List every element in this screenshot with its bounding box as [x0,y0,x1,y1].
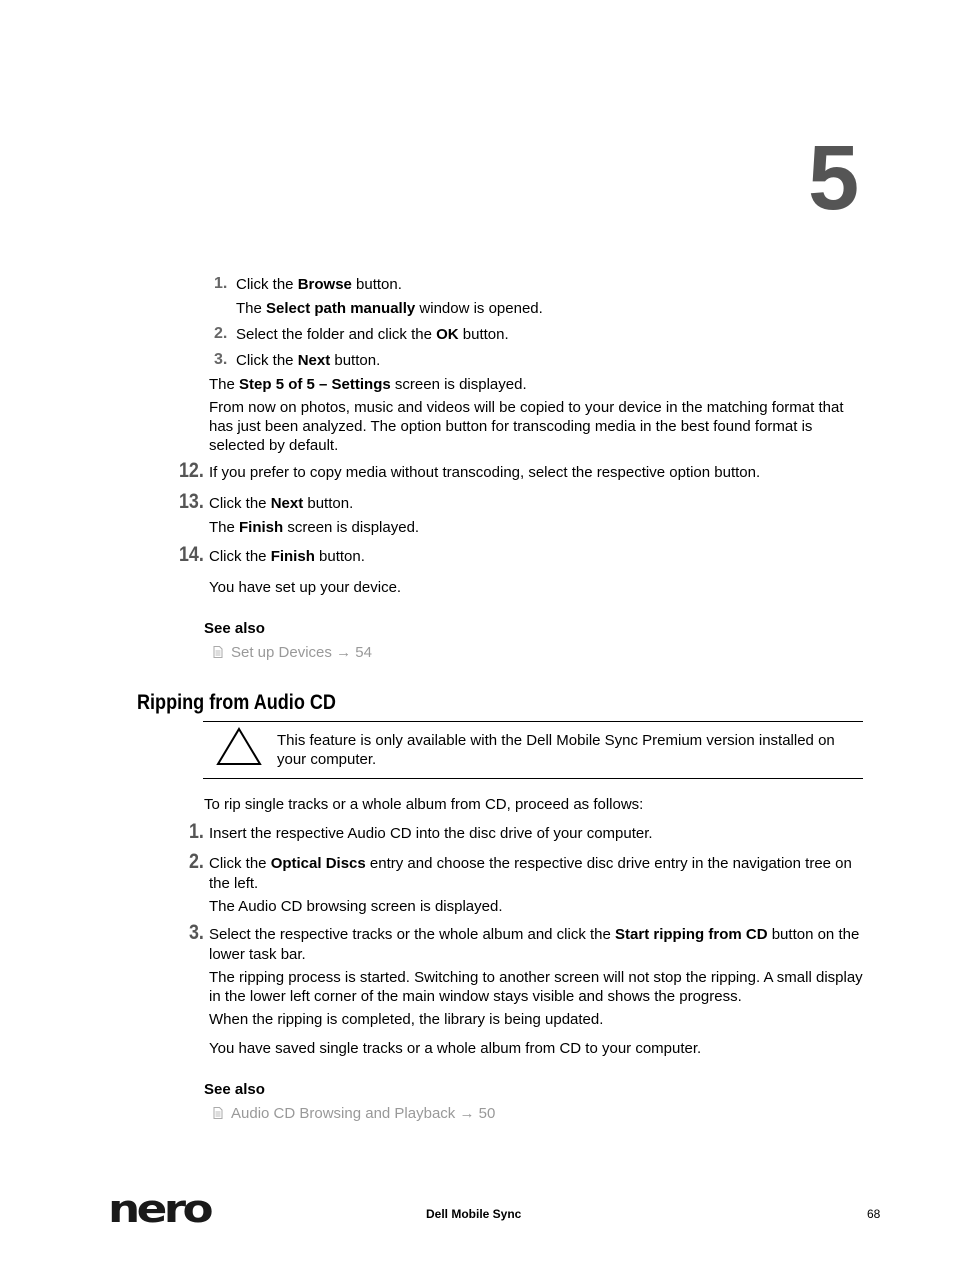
step-text: Click the Browse button. [236,276,402,293]
paragraph: From now on photos, music and videos will be copied to your device in the matching format that has just been analyzed. The option button for transcoding media in the best found format is selected by default. [209,399,844,454]
step-text: Insert the respective Audio CD into the disc drive of your computer. [209,825,653,842]
step-text: Click the Optical Discs entry and choose the respective disc drive entry in the navigation tree on the left. [209,855,852,892]
document-icon [213,646,223,658]
step-text: Select the folder and click the OK button. [236,326,509,343]
step-text: If you prefer to copy media without transcoding, select the respective option button. [209,464,761,481]
step-text: Click the Finish button. [209,548,365,565]
see-also-link[interactable]: Set up Devices → 54 [213,643,372,662]
step-number: 3. [189,921,204,944]
step-result: The Finish screen is displayed. [209,519,420,536]
document-icon [213,1107,223,1119]
step-number: 14. [179,543,204,566]
step-result: The ripping process is started. Switching to another screen will not stop the ripping. A small display in the lower left corner of the main window stays visible and shows the progress. [209,969,863,1005]
step-text: Click the Next button. [236,352,381,369]
chapter-number: 5 [808,127,860,229]
note-bottom-rule [203,778,863,779]
step-result: The Step 5 of 5 – Settings screen is displayed. [209,376,527,393]
section-heading: Ripping from Audio CD [137,691,336,714]
step-number: 3. [214,351,228,368]
see-also-label: See also [204,1081,265,1098]
step-number: 12. [179,459,204,482]
warning-icon [216,727,262,767]
note-text: This feature is only available with the Dell Mobile Sync Premium version installed on your computer. [277,732,835,768]
step-text: Click the Next button. [209,495,354,512]
step-result: The Select path manually window is opened. [236,300,543,317]
step-number: 13. [179,490,204,513]
nero-logo [108,1192,212,1226]
step-number: 1. [214,275,228,292]
step-number: 1. [189,820,204,843]
step-text: Select the respective tracks or the whole album and click the Start ripping from CD button on the lower task bar. [209,926,860,963]
step-number: 2. [214,325,228,342]
step-result: The Audio CD browsing screen is displayed. [209,898,503,915]
page-number: 68 [867,1207,881,1221]
result-text: You have set up your device. [209,579,402,596]
intro-text: To rip single tracks or a whole album from CD, proceed as follows: [204,796,644,813]
svg-text:nero: nero [108,1192,212,1226]
footer-title: Dell Mobile Sync [426,1207,522,1221]
step-number: 2. [189,850,204,873]
step-result: When the ripping is completed, the library is being updated. [209,1011,604,1028]
see-also-link[interactable]: Audio CD Browsing and Playback → 50 [213,1104,495,1123]
result-text: You have saved single tracks or a whole album from CD to your computer. [209,1040,702,1057]
see-also-label: See also [204,620,265,637]
note-top-rule [203,721,863,722]
